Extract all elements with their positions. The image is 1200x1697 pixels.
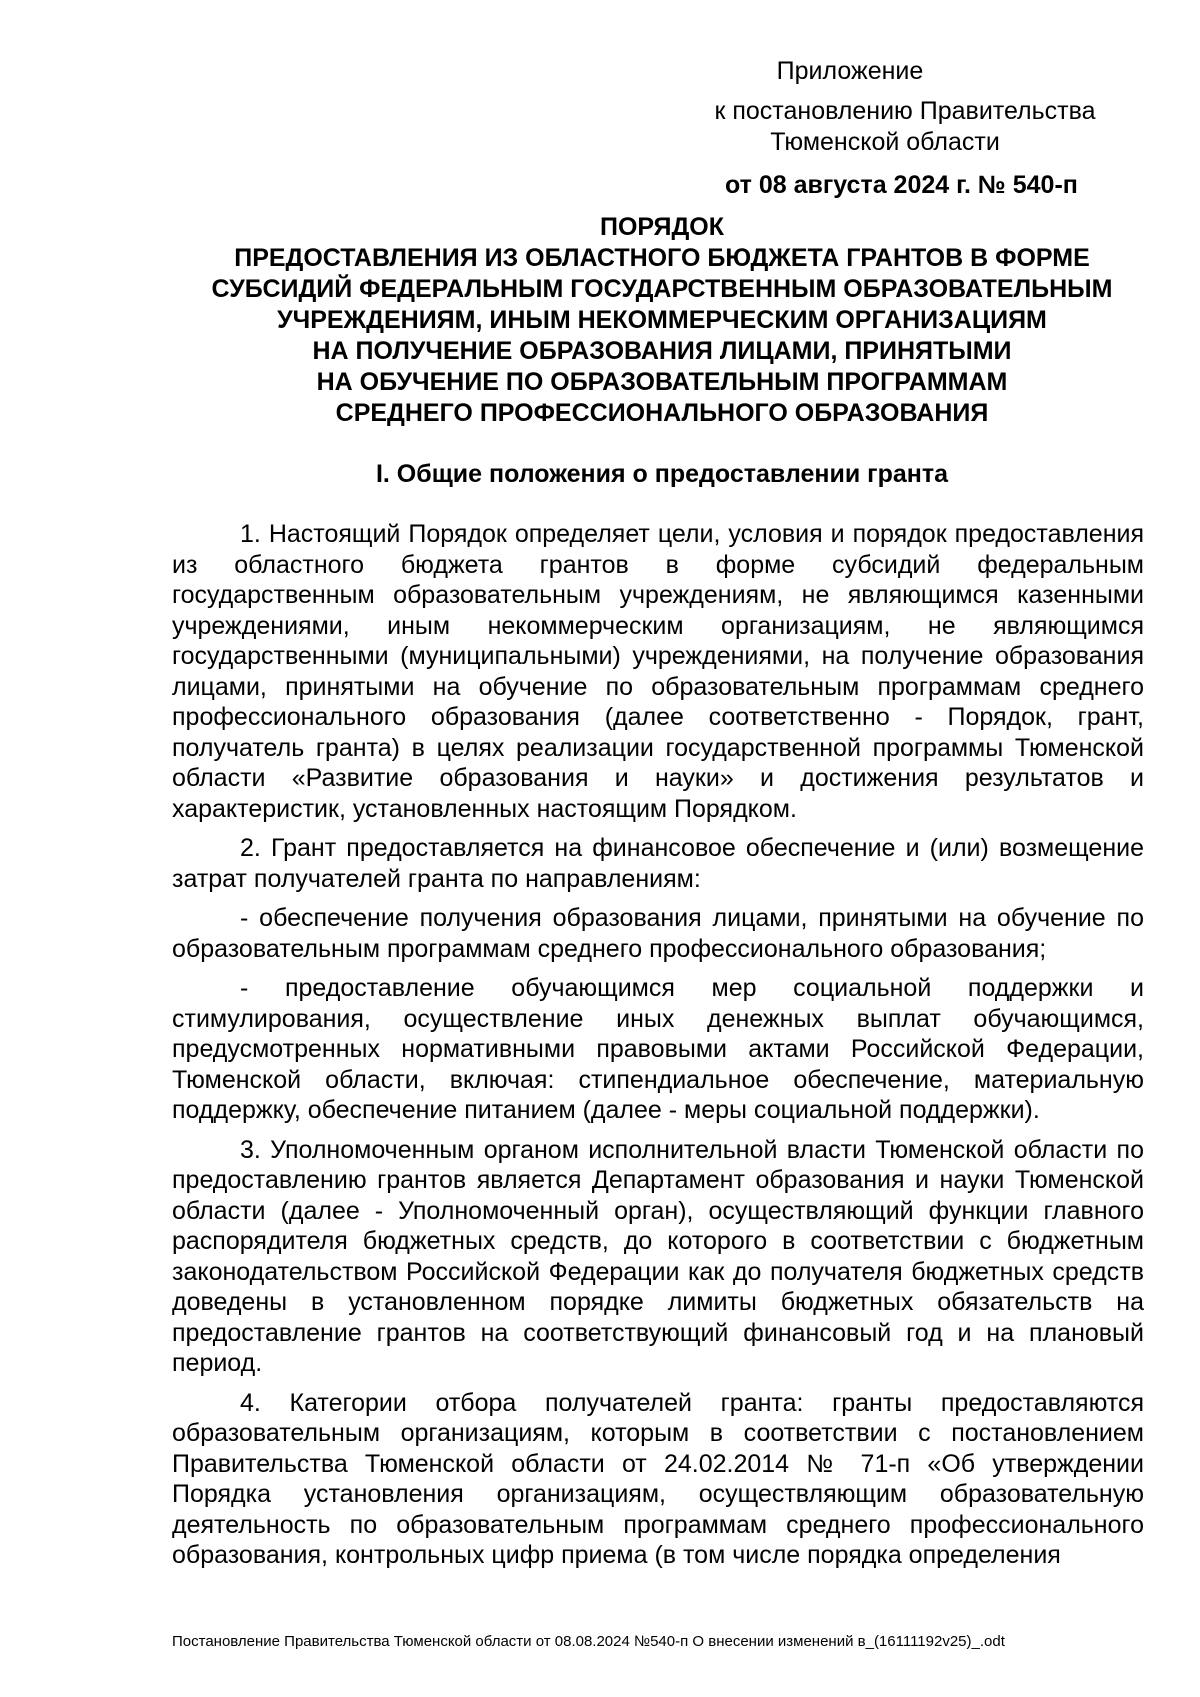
document-body	[172, 519, 1144, 1580]
title-line: СРЕДНЕГО ПРОФЕССИОНАЛЬНОГО ОБРАЗОВАНИЯ	[335, 399, 989, 427]
paragraph: - предоставление обучающимся мер социальной поддержки и стимулирования, осуществление иных денежных выплат обучающимся, предусмотренных нормативными правовыми актами Российской Федерации, Тюменской области, включая: стипендиальное обеспечение, материальную поддержку, обеспечение питанием (далее - меры социальной поддержки).	[172, 974, 1144, 1124]
title-line: НА ОБУЧЕНИЕ ПО ОБРАЗОВАТЕЛЬНЫМ ПРОГРАММАМ	[316, 368, 1008, 396]
title-line: ПРЕДОСТАВЛЕНИЯ ИЗ ОБЛАСТНОГО БЮДЖЕТА ГРАНТОВ В ФОРМЕ	[234, 244, 1090, 272]
title-line: НА ПОЛУЧЕНИЕ ОБРАЗОВАНИЯ ЛИЦАМИ, ПРИНЯТЫМИ	[312, 337, 1012, 365]
title-line: УЧРЕЖДЕНИЯМ, ИНЫМ НЕКОММЕРЧЕСКИМ ОРГАНИЗАЦИЯМ	[277, 306, 1047, 334]
paragraph: 2. Грант предоставляется на финансовое обеспечение и (или) возмещение затрат получателей гранта по направлениям:	[172, 834, 1144, 893]
header-region: Тюменской области	[770, 128, 1000, 156]
paragraph: - обеспечение получения образования лицами, принятыми на обучение по образовательным программам среднего профессионального образования;	[172, 904, 1144, 963]
paragraph: 4. Категории отбора получателей гранта: гранты предоставляются образовательным организациям, которым в соответствии с постановлением Правительства Тюменской области от 24.02.2014 № 71-п «Об утверждении Порядка установления организациям, осуществляющим образовательную деятельность по образовательным программам среднего профессионального образования, контрольных цифр приема (в том числе порядка определения	[172, 1388, 1144, 1569]
header-resolution-ref: к постановлению Правительства	[714, 97, 1096, 125]
document-title	[160, 212, 1164, 429]
title-line: СУБСИДИЙ ФЕДЕРАЛЬНЫМ ГОСУДАРСТВЕННЫМ ОБРАЗОВАТЕЛЬНЫМ	[211, 275, 1113, 303]
paragraph: 1. Настоящий Порядок определяет цели, условия и порядок предоставления из областного бюджета грантов в форме субсидий федеральным государственным образовательным учреждениям, не являющимся казенными учреждениями, иным некоммерческим организациям, не являющимся государственными (муниципальными) учреждениями, на получение образования лицами, принятыми на обучение по образовательным программам среднего профессионального образования (далее соответственно - Порядок, грант, получатель гранта) в целях реализации государственной программы Тюменской области «Развитие образования и науки» и достижения результатов и характеристик, установленных настоящим Порядком.	[172, 520, 1144, 823]
section-heading: I. Общие положения о предоставлении гранта	[375, 460, 949, 488]
title-line: ПОРЯДОК	[600, 213, 724, 241]
header-date-number: от 08 августа 2024 г. № 540-п	[725, 171, 1078, 199]
header-appendix-label: Приложение	[776, 57, 924, 85]
paragraph: 3. Уполномоченным органом исполнительной власти Тюменской области по предоставлению грантов является Департамент образования и науки Тюменской области (далее - Уполномоченный орган), осуществляющий функции главного распорядителя бюджетных средств, до которого в соответствии с бюджетным законодательством Российской Федерации как до получателя бюджетных средств доведены в установленном порядке лимиты бюджетных обязательств на предоставление грантов на соответствующий финансовый год и на плановый период.	[172, 1135, 1144, 1377]
page-footer: Постановление Правительства Тюменской области от 08.08.2024 №540-п О внесении изменений в_(16111192v25)_.odt	[172, 1633, 1005, 1650]
